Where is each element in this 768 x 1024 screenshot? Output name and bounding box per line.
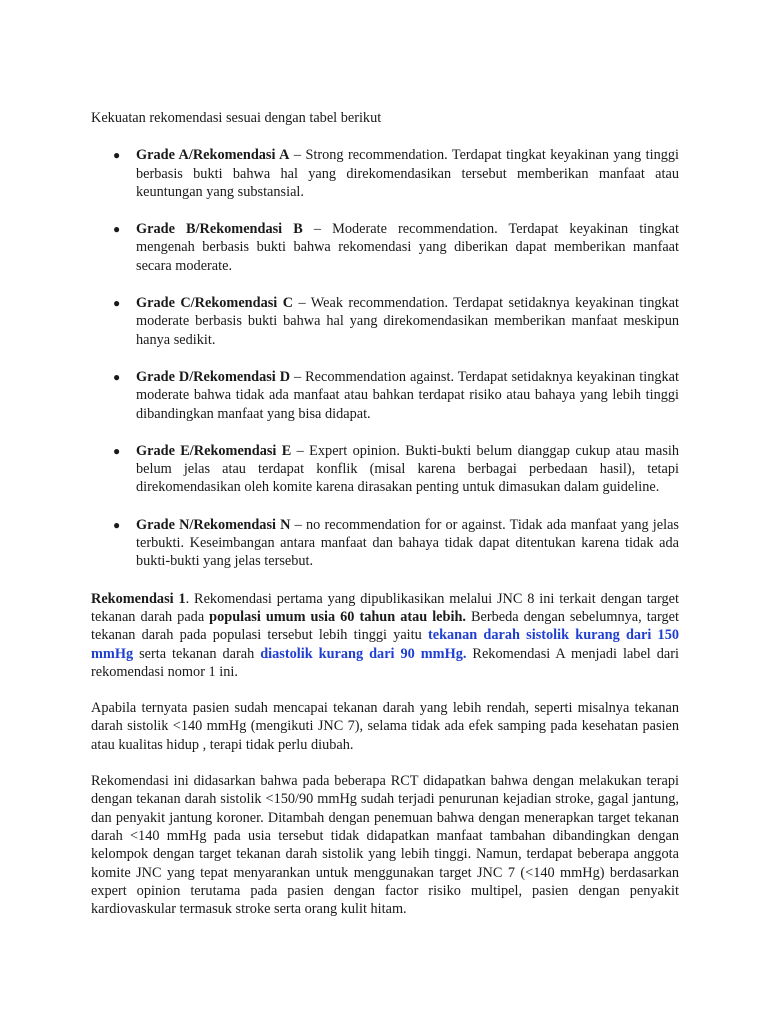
intro-text: Kekuatan rekomendasi sesuai dengan tabel berikut [91,110,382,126]
grade-label: Grade D/Rekomendasi D [136,368,291,385]
rec1-text-3: serta tekanan darah [133,645,261,662]
grade-label: Grade A/Rekomendasi A [136,147,290,164]
list-item [91,220,679,275]
rec1-highlight-diastolic: diastolik kurang dari 90 mmHg. [260,645,467,662]
grade-label: Grade B/Rekomendasi B [136,221,303,238]
bullet-icon: ● [113,222,121,237]
paragraph-3: Rekomendasi ini didasarkan bahwa pada beberapa RCT didapatkan bahwa dengan melakukan terapi dengan tekanan darah sistolik <150/90 mmHg sudah terjadi penurunan kejadian stroke, gagal jantung, dan penyakit jantung koroner. Ditambah dengan penemuan bahwa dengan menerapkan target tekanan darah <140 mmHg pada usia tersebut tidak didapatkan manfaat tambahan dibandingkan dengan kelompok dengan target tekanan darah sistolik yang lebih tinggi. Namun, terdapat beberapa anggota komite JNC yang tepat menyarankan untuk menggunakan target JNC 7 (<140 mmHg) berdasarkan expert opinion terutama pada pasien dengan factor risiko multipel, pasien dengan penyakit kardiovaskular termasuk stroke serta orang kulit hitam. [91,773,679,918]
list-item [91,368,679,423]
list-item [91,146,679,201]
list-item [91,442,679,497]
grade-label: Grade C/Rekomendasi C [136,295,294,312]
recommendation-1-paragraph [91,590,679,681]
rec1-text-4: Rekomendasi A menjadi label dari rekomendasi nomor 1 ini. [91,645,679,680]
rec1-bold-population: populasi umum usia 60 tahun atau lebih. [209,608,466,625]
bullet-icon: ● [113,369,121,384]
list-item [91,294,679,349]
bullet-icon: ● [113,296,121,311]
rec1-text-1: . Rekomendasi pertama yang dipublikasikan melalui JNC 8 ini terkait dengan target tekanan darah pada [91,590,679,625]
rec1-highlight-systolic: tekanan darah sistolik kurang dari 150 mmHg [91,627,679,662]
grade-text: – no recommendation for or against. Tidak ada manfaat yang jelas terbukti. Keseimbangan antara manfaat dan bahaya tidak dapat ditentukan karena tidak ada bukti-bukti yang jelas tersebut. [136,516,679,570]
grade-label: Grade E/Rekomendasi E [136,442,292,459]
list-item [91,516,679,571]
grade-text: – Expert opinion. Bukti-bukti belum dianggap cukup atau masih belum jelas atau terdapat konflik (misal karena berbagai perbedaan hasil), tetapi direkomendasikan oleh komite karena dirasakan penting untuk dimasukan dalam guideline. [136,442,680,496]
bullet-icon: ● [113,148,121,163]
rec1-text-2: Berbeda dengan sebelumnya, target tekanan darah pada populasi tersebut lebih tinggi yaitu [91,608,679,644]
paragraph-2: Apabila ternyata pasien sudah mencapai tekanan darah yang lebih rendah, seperti misalnya tekanan darah sistolik <140 mmHg (mengikuti JNC 7), selama tidak ada efek samping pada kesehatan pasien atau kualitas hidup , terapi tidak perlu diubah. [91,700,679,753]
bullet-icon: ● [113,517,121,532]
bullet-icon: ● [113,443,121,458]
grade-text: – Strong recommendation. Terdapat tingkat keyakinan yang tinggi berbasis bukti bahwa hal yang direkomendasikan tersebut memberikan manfaat atau keuntungan yang substansial. [136,147,679,200]
grade-label: Grade N/Rekomendasi N [136,516,291,533]
grade-list [91,146,679,570]
recommendation-1-label: Rekomendasi 1 [91,590,186,607]
grade-text: – Weak recommendation. Terdapat setidaknya keyakinan tingkat moderate berbasis bukti bahwa hal yang direkomendasikan memberikan manfaat meskipun hanya sedikit. [136,295,679,348]
grade-text: – Recommendation against. Terdapat setidaknya keyakinan tingkat moderate bahwa tidak ada manfaat atau bahkan terdapat risiko atau bahaya yang lebih tinggi dibandingkan manfaat yang bisa didapat. [136,368,680,422]
grade-text: – Moderate recommendation. Terdapat keyakinan tingkat mengenah berbasis bukti bahwa rekomendasi yang diberikan dapat memberikan manfaat secara moderate. [136,221,679,274]
